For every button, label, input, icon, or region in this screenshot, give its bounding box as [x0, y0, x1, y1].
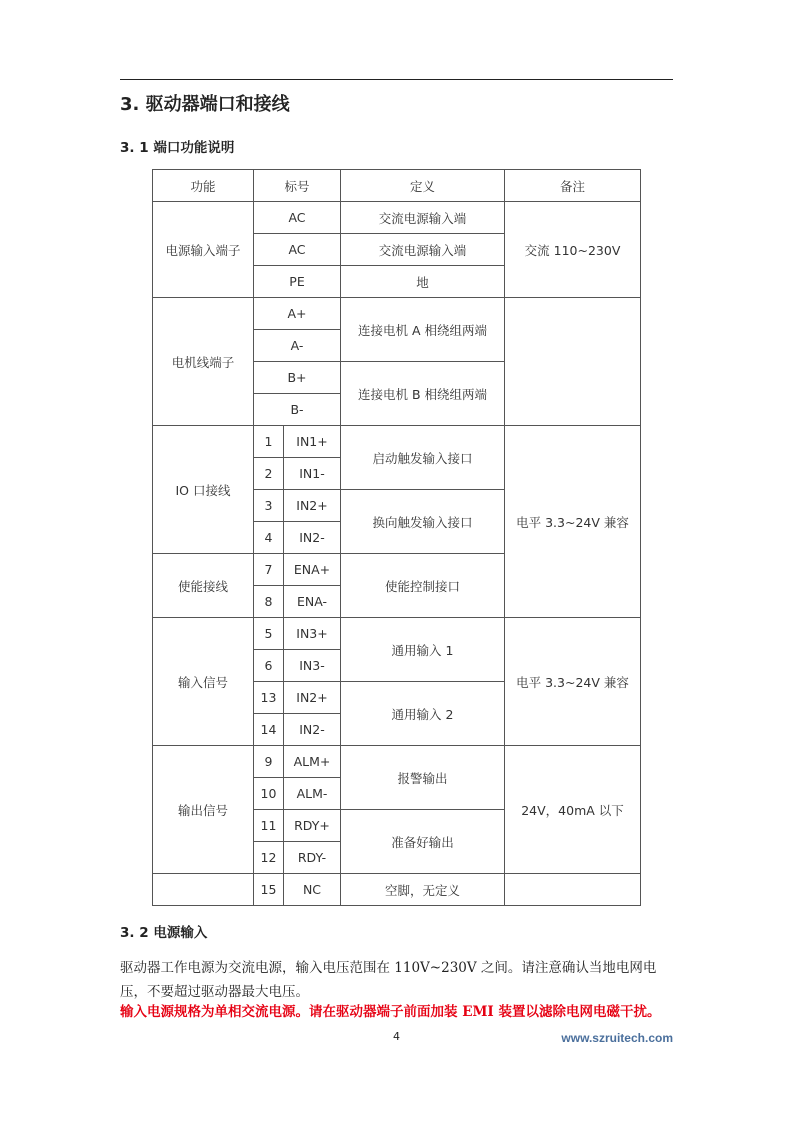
cell-definition: 启动触发输入接口	[341, 426, 505, 490]
cell-definition: 报警输出	[341, 746, 505, 810]
page-number: 4	[393, 1030, 400, 1043]
cell-definition: 连接电机 B 相绕组两端	[341, 362, 505, 426]
section-title: 3. 驱动器端口和接线	[120, 94, 290, 115]
cell-label: A+	[254, 298, 341, 330]
power-warning-text: 输入电源规格为单相交流电源。请在驱动器端子前面加装 EMI 装置以滤除电网电磁干扰。	[120, 1004, 661, 1020]
cell-definition: 空脚，无定义	[341, 874, 505, 906]
header-rule	[120, 79, 673, 80]
cell-function: 输入信号	[153, 618, 254, 746]
cell-pin-number: 9	[254, 746, 284, 778]
cell-definition: 交流电源输入端	[341, 234, 505, 266]
cell-definition: 使能控制接口	[341, 554, 505, 618]
cell-label: A-	[254, 330, 341, 362]
cell-label: IN2+	[284, 490, 341, 522]
cell-label: RDY-	[284, 842, 341, 874]
cell-label: IN3+	[284, 618, 341, 650]
cell-label: ENA+	[284, 554, 341, 586]
cell-pin-number: 15	[254, 874, 284, 906]
cell-function: 电源输入端子	[153, 202, 254, 298]
header-note: 备注	[505, 170, 641, 202]
cell-label: IN1-	[284, 458, 341, 490]
cell-pin-number: 7	[254, 554, 284, 586]
cell-label: AC	[254, 202, 341, 234]
cell-label: IN2+	[284, 682, 341, 714]
port-function-table	[152, 169, 641, 906]
cell-definition: 交流电源输入端	[341, 202, 505, 234]
cell-label: IN3-	[284, 650, 341, 682]
table-row	[153, 618, 641, 650]
power-input-paragraph: 驱动器工作电源为交流电源，输入电压范围在 110V~230V 之间。请注意确认当地电网电压，不要超过驱动器最大电压。	[120, 960, 657, 1000]
cell-pin-number: 5	[254, 618, 284, 650]
cell-pin-number: 10	[254, 778, 284, 810]
table-row	[153, 202, 641, 234]
table-row	[153, 426, 641, 458]
subsection-title-power: 3. 2 电源输入	[120, 925, 208, 941]
cell-label: ALM+	[284, 746, 341, 778]
cell-pin-number: 3	[254, 490, 284, 522]
cell-pin-number: 13	[254, 682, 284, 714]
cell-label: ALM-	[284, 778, 341, 810]
header-label: 标号	[254, 170, 341, 202]
cell-label: RDY+	[284, 810, 341, 842]
cell-label: ENA-	[284, 586, 341, 618]
cell-note: 电平 3.3~24V 兼容	[505, 618, 641, 746]
table-row	[153, 298, 641, 330]
table-row	[153, 746, 641, 778]
cell-note	[505, 298, 641, 426]
table-row	[153, 874, 641, 906]
header-function: 功能	[153, 170, 254, 202]
table-header-row	[153, 170, 641, 202]
cell-pin-number: 2	[254, 458, 284, 490]
cell-label: IN2-	[284, 522, 341, 554]
cell-definition: 地	[341, 266, 505, 298]
cell-function: 使能接线	[153, 554, 254, 618]
cell-pin-number: 6	[254, 650, 284, 682]
cell-function: 输出信号	[153, 746, 254, 874]
cell-label: PE	[254, 266, 341, 298]
cell-label: B+	[254, 362, 341, 394]
cell-function: IO 口接线	[153, 426, 254, 554]
cell-definition: 通用输入 1	[341, 618, 505, 682]
cell-definition: 准备好输出	[341, 810, 505, 874]
cell-definition: 通用输入 2	[341, 682, 505, 746]
cell-note	[505, 874, 641, 906]
cell-pin-number: 1	[254, 426, 284, 458]
cell-label: NC	[284, 874, 341, 906]
cell-pin-number: 14	[254, 714, 284, 746]
cell-pin-number: 8	[254, 586, 284, 618]
website-footer: www.szruitech.com	[561, 1031, 673, 1045]
cell-function	[153, 874, 254, 906]
cell-note: 24V，40mA 以下	[505, 746, 641, 874]
cell-label: AC	[254, 234, 341, 266]
cell-function: 电机线端子	[153, 298, 254, 426]
cell-definition: 换向触发输入接口	[341, 490, 505, 554]
subsection-title-ports: 3. 1 端口功能说明	[120, 140, 235, 156]
cell-pin-number: 4	[254, 522, 284, 554]
cell-note: 交流 110~230V	[505, 202, 641, 298]
cell-label: B-	[254, 394, 341, 426]
cell-pin-number: 11	[254, 810, 284, 842]
cell-definition: 连接电机 A 相绕组两端	[341, 298, 505, 362]
cell-label: IN1+	[284, 426, 341, 458]
cell-pin-number: 12	[254, 842, 284, 874]
header-definition: 定义	[341, 170, 505, 202]
cell-note: 电平 3.3~24V 兼容	[505, 426, 641, 618]
cell-label: IN2-	[284, 714, 341, 746]
